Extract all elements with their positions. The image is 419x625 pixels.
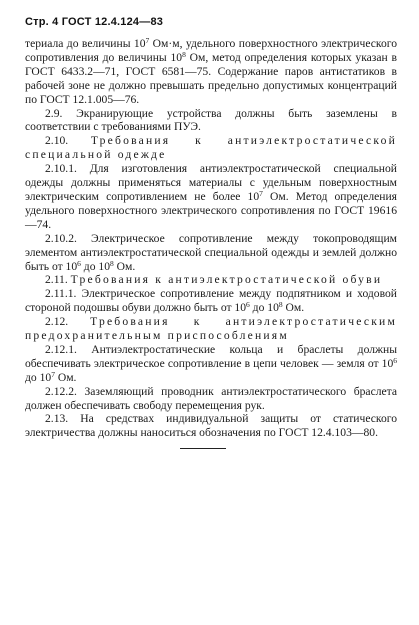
section-number: 2.11. <box>45 273 68 287</box>
section-heading-2-11 <box>25 273 397 287</box>
section-number: 2.10. <box>45 134 69 148</box>
text-run: Ом. Метод определения удельного поверхностного электрического сопротивления по ГОСТ 19616—74. <box>25 189 398 231</box>
text-run: 2.11.1. Электрическое сопротивление между подпятником и ходовой стороной подошвы обуви должно быть от 10 <box>25 287 397 315</box>
superscript: 6 <box>77 258 81 268</box>
paragraph-2-12-1 <box>25 343 397 385</box>
text-run: 2.12.1. Антиэлектростатические кольца и браслеты должны обеспечивать электрическое сопротивление в цепи человек — земля от 10 <box>25 342 397 370</box>
superscript: 7 <box>51 369 55 379</box>
text-run: до 10 <box>80 259 110 273</box>
superscript: 8 <box>110 258 114 268</box>
superscript: 6 <box>246 300 250 310</box>
text-run: 2.10.1. Для изготовления антиэлектростатической специальной одежды должны применяться материалы с удельным поверхностным электрическим сопротивлением не более 10 <box>25 162 397 203</box>
text-run: 2.10.2. Электрическое сопротивление между токопроводящим элементом антиэлектростатической специальной одежды и землей должно быть от 10 <box>25 231 397 273</box>
section-number: 2.12. <box>45 315 69 329</box>
paragraph-2-12-2: 2.12.2. Заземляющий проводник антиэлектростатического браслета должен обеспечивать свободу перемещения рук. <box>25 384 397 412</box>
paragraph-2-11-1 <box>25 287 397 315</box>
superscript: 7 <box>259 188 263 198</box>
paragraph-2-10-2 <box>25 232 397 274</box>
text-run: Ом·м, удельного поверхностного электрического сопротивления до величины 10 <box>25 37 398 64</box>
text-run: до 10 <box>249 301 279 315</box>
section-heading-2-10 <box>25 134 397 162</box>
text-run: Ом. <box>113 259 136 273</box>
end-rule <box>180 448 226 449</box>
section-heading-text: Требования к антиэлектростатической обуви <box>70 273 383 287</box>
paragraph-2-13: 2.13. На средствах индивидуальной защиты от статического электричества должны наноситься обозначения по ГОСТ 12.4.103—80. <box>25 412 397 440</box>
section-heading-text: Требования к антиэлектростатической специальной одежде <box>25 134 397 162</box>
section-heading-2-12 <box>25 315 397 343</box>
paragraph-continuation <box>25 37 397 107</box>
running-header: Стр. 4 ГОСТ 12.4.124—83 <box>25 16 164 28</box>
text-run: Ом. <box>282 301 305 315</box>
superscript: 8 <box>278 300 283 310</box>
text-run: до 10 <box>25 370 52 384</box>
superscript: 6 <box>393 355 397 365</box>
text-run: териала до величины 10 <box>25 37 146 50</box>
body-text <box>25 37 397 440</box>
paragraph-2-9: 2.9. Экранирующие устройства должны быть заземлены в соответствии с требованиями ПУЭ. <box>25 106 397 134</box>
paragraph-2-10-1 <box>25 162 397 232</box>
text-run: Ом, метод определения которых указан в ГОСТ 6433.2—71, ГОСТ 6581—75. Содержание паров антистатиков в рабочей зоне не должно превышать предельно допустимых концентраций по ГОСТ 12.1.005—76. <box>25 50 397 106</box>
superscript: 7 <box>145 36 150 45</box>
text-run: Ом. <box>54 370 77 384</box>
superscript: 8 <box>182 49 186 59</box>
section-heading-text: Требования к антиэлектростатическим предохранительным приспособлениям <box>25 315 397 343</box>
